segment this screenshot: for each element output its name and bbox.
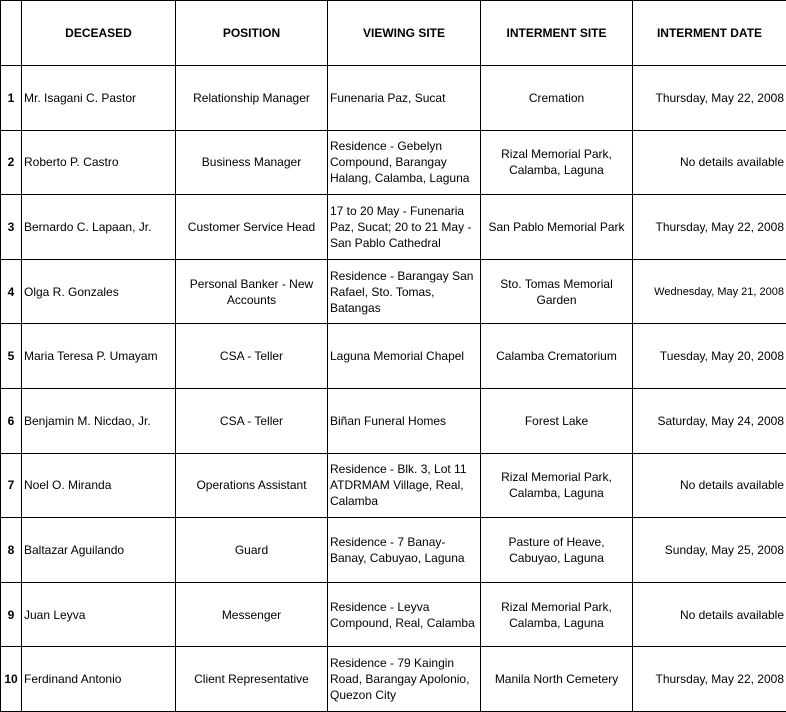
position-cell: Operations Assistant (176, 453, 328, 518)
interment-site-cell: Sto. Tomas Memorial Garden (481, 259, 633, 324)
table-row (1, 259, 786, 324)
interment-date-cell: Thursday, May 22, 2008 (633, 195, 786, 260)
position-cell: Messenger (176, 582, 328, 647)
interment-date-cell: No details available (633, 130, 786, 195)
table-row (1, 518, 786, 583)
interment-site-cell: Calamba Crematorium (481, 324, 633, 389)
deceased-name: Noel O. Miranda (22, 453, 176, 518)
deceased-name: Ferdinand Antonio (22, 647, 176, 712)
interment-date-cell: Thursday, May 22, 2008 (633, 66, 786, 131)
interment-site-cell: Rizal Memorial Park, Calamba, Laguna (481, 130, 633, 195)
table-row (1, 453, 786, 518)
interment-date-cell: Saturday, May 24, 2008 (633, 388, 786, 453)
header-viewing-site: VIEWING SITE (328, 1, 481, 66)
interment-site-cell: Manila North Cemetery (481, 647, 633, 712)
viewing-site-cell: Residence - Barangay San Rafael, Sto. Tomas, Batangas (328, 259, 481, 324)
table-row (1, 130, 786, 195)
row-number: 5 (1, 324, 22, 389)
row-number: 3 (1, 195, 22, 260)
position-cell: Personal Banker - New Accounts (176, 259, 328, 324)
interment-date-cell: Wednesday, May 21, 2008 (633, 259, 786, 324)
viewing-site-cell: 17 to 20 May - Funenaria Paz, Sucat; 20 to 21 May - San Pablo Cathedral (328, 195, 481, 260)
deceased-name: Benjamin M. Nicdao, Jr. (22, 388, 176, 453)
position-cell: Customer Service Head (176, 195, 328, 260)
interment-site-cell: Rizal Memorial Park, Calamba, Laguna (481, 582, 633, 647)
header-interment-date: INTERMENT DATE (633, 1, 786, 66)
header-position: POSITION (176, 1, 328, 66)
interment-date-cell: Tuesday, May 20, 2008 (633, 324, 786, 389)
table-row (1, 647, 786, 712)
row-number: 7 (1, 453, 22, 518)
interment-date-cell: Thursday, May 22, 2008 (633, 647, 786, 712)
position-cell: CSA - Teller (176, 324, 328, 389)
row-number: 6 (1, 388, 22, 453)
interment-site-cell: San Pablo Memorial Park (481, 195, 633, 260)
deceased-name: Olga R. Gonzales (22, 259, 176, 324)
viewing-site-cell: Residence - Gebelyn Compound, Barangay Halang, Calamba, Laguna (328, 130, 481, 195)
position-cell: Guard (176, 518, 328, 583)
table-row (1, 195, 786, 260)
position-cell: Relationship Manager (176, 66, 328, 131)
viewing-site-cell: Residence - 7 Banay-Banay, Cabuyao, Laguna (328, 518, 481, 583)
header-row (1, 1, 786, 66)
position-cell: Client Representative (176, 647, 328, 712)
row-number: 8 (1, 518, 22, 583)
header-interment-site: INTERMENT SITE (481, 1, 633, 66)
interment-date-cell: No details available (633, 582, 786, 647)
interment-site-cell: Cremation (481, 66, 633, 131)
interment-date-cell: No details available (633, 453, 786, 518)
header-number (1, 1, 22, 66)
table-row (1, 324, 786, 389)
table-row (1, 388, 786, 453)
row-number: 4 (1, 259, 22, 324)
viewing-site-cell: Funenaria Paz, Sucat (328, 66, 481, 131)
interment-site-cell: Forest Lake (481, 388, 633, 453)
row-number: 9 (1, 582, 22, 647)
row-number: 10 (1, 647, 22, 712)
row-number: 2 (1, 130, 22, 195)
header-deceased: DECEASED (22, 1, 176, 66)
deceased-name: Mr. Isagani C. Pastor (22, 66, 176, 131)
deceased-name: Juan Leyva (22, 582, 176, 647)
deceased-name: Baltazar Aguilando (22, 518, 176, 583)
viewing-site-cell: Biñan Funeral Homes (328, 388, 481, 453)
position-cell: CSA - Teller (176, 388, 328, 453)
interment-site-cell: Pasture of Heave, Cabuyao, Laguna (481, 518, 633, 583)
deceased-name: Bernardo C. Lapaan, Jr. (22, 195, 176, 260)
viewing-site-cell: Residence - 79 Kaingin Road, Barangay Apolonio, Quezon City (328, 647, 481, 712)
table-row (1, 66, 786, 131)
table-row (1, 582, 786, 647)
viewing-site-cell: Laguna Memorial Chapel (328, 324, 481, 389)
interment-site-cell: Rizal Memorial Park, Calamba, Laguna (481, 453, 633, 518)
row-number: 1 (1, 66, 22, 131)
deceased-name: Roberto P. Castro (22, 130, 176, 195)
position-cell: Business Manager (176, 130, 328, 195)
interment-date-cell: Sunday, May 25, 2008 (633, 518, 786, 583)
viewing-site-cell: Residence - Blk. 3, Lot 11 ATDRMAM Village, Real, Calamba (328, 453, 481, 518)
viewing-site-cell: Residence - Leyva Compound, Real, Calamba (328, 582, 481, 647)
deceased-name: Maria Teresa P. Umayam (22, 324, 176, 389)
